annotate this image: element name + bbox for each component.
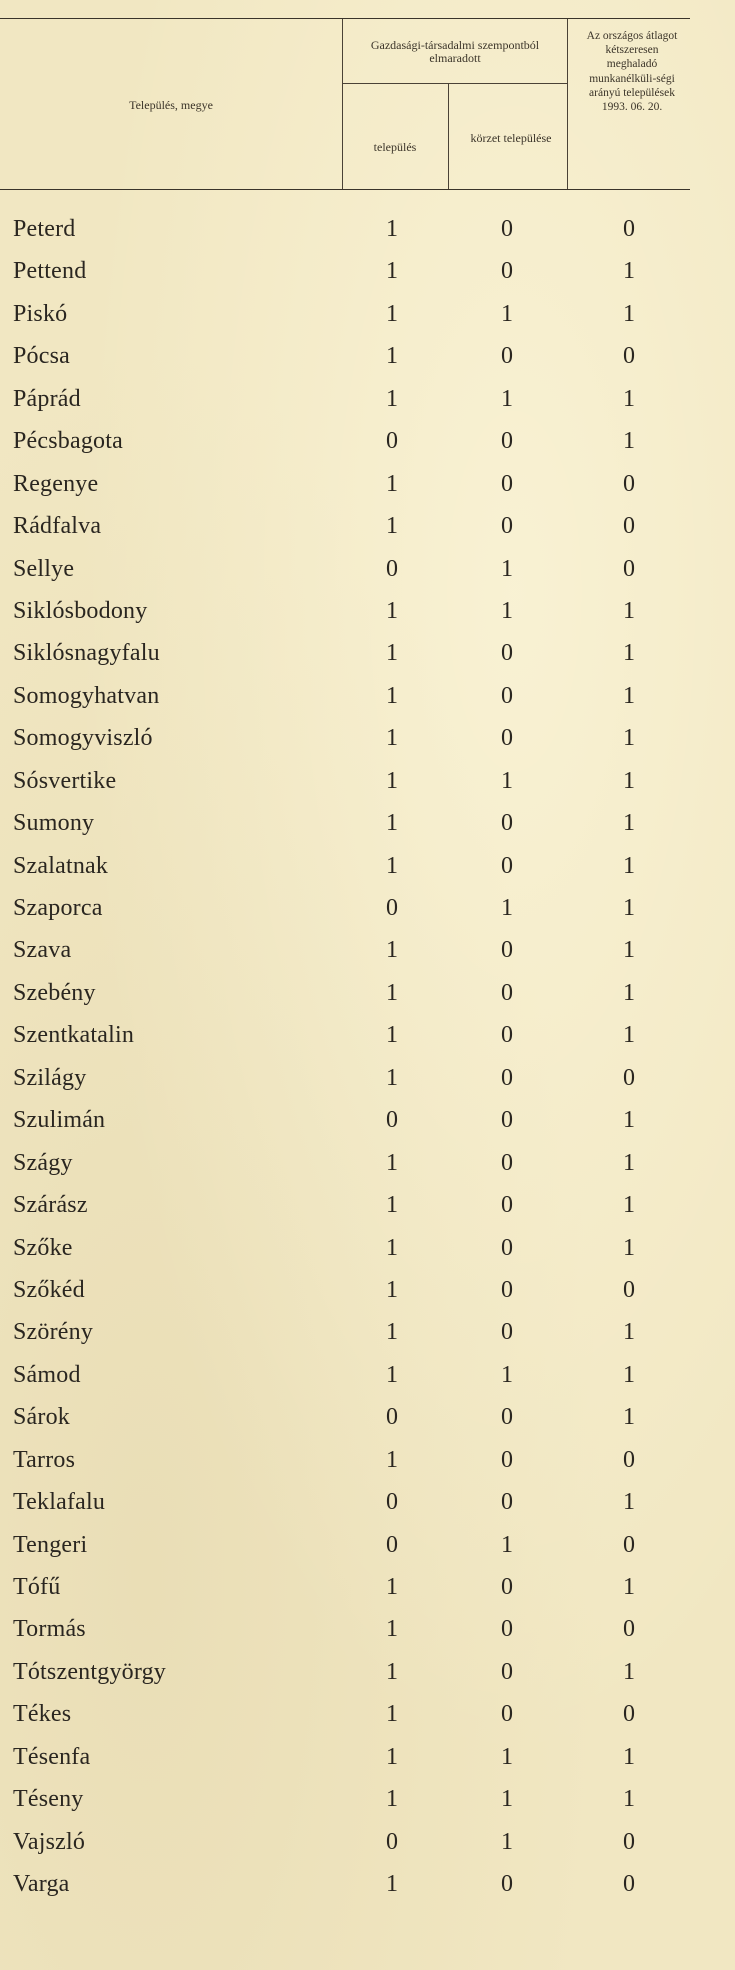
table-row <box>0 293 735 335</box>
underdeveloped-settlement-value: 1 <box>386 1149 398 1176</box>
settlement-name: Sumony <box>13 810 95 837</box>
table-row <box>0 1439 735 1481</box>
settlement-name: Szaporca <box>13 895 103 921</box>
table-row <box>0 1608 735 1650</box>
underdeveloped-district-value: 0 <box>501 1149 513 1176</box>
underdeveloped-district-value: 1 <box>501 1743 513 1770</box>
underdeveloped-district-value: 0 <box>501 1658 513 1685</box>
table-row <box>0 929 735 971</box>
table-row <box>0 802 735 844</box>
underdeveloped-settlement-value: 0 <box>386 895 398 921</box>
high-unemployment-value: 1 <box>623 1658 635 1685</box>
table-row <box>0 1142 735 1184</box>
high-unemployment-value: 1 <box>623 767 635 794</box>
table-header <box>0 18 690 190</box>
underdeveloped-district-value: 1 <box>501 1786 513 1813</box>
high-unemployment-value: 1 <box>623 1319 635 1346</box>
underdeveloped-settlement-value: 1 <box>386 1658 398 1685</box>
underdeveloped-settlement-value: 1 <box>386 1022 398 1049</box>
high-unemployment-value: 1 <box>623 1404 635 1431</box>
settlement-name: Tékes <box>13 1701 72 1728</box>
settlement-name: Szőkéd <box>13 1276 85 1303</box>
underdeveloped-district-value: 1 <box>501 555 513 582</box>
high-unemployment-value: 0 <box>623 1871 635 1898</box>
settlement-name: Sellye <box>13 555 75 582</box>
underdeveloped-settlement-value: 1 <box>386 1616 398 1643</box>
settlement-name: Szőke <box>13 1234 73 1261</box>
table-row <box>0 1863 735 1905</box>
settlement-name: Varga <box>13 1871 70 1898</box>
high-unemployment-value: 1 <box>623 725 635 752</box>
table-row <box>0 1057 735 1099</box>
table-row <box>0 1566 735 1608</box>
table-row <box>0 420 735 462</box>
underdeveloped-district-value: 0 <box>501 1404 513 1431</box>
underdeveloped-settlement-value: 1 <box>386 640 398 667</box>
settlement-name: Páprád <box>13 385 81 412</box>
header-subdivider <box>342 83 567 84</box>
high-unemployment-value: 1 <box>623 810 635 837</box>
underdeveloped-settlement-value: 1 <box>386 258 398 285</box>
settlement-name: Tótszentgyörgy <box>13 1658 166 1685</box>
settlement-name: Sósvertike <box>13 767 117 794</box>
table-row <box>0 1099 735 1141</box>
underdeveloped-settlement-value: 1 <box>386 300 398 327</box>
table-row <box>0 887 735 929</box>
settlement-name: Szentkatalin <box>13 1022 135 1049</box>
settlement-name: Szulimán <box>13 1107 106 1134</box>
underdeveloped-settlement-value: 1 <box>386 597 398 624</box>
high-unemployment-value: 0 <box>623 513 635 540</box>
high-unemployment-value: 0 <box>623 1531 635 1558</box>
underdeveloped-district-value: 1 <box>501 300 513 327</box>
underdeveloped-district-value: 0 <box>501 470 513 497</box>
high-unemployment-value: 1 <box>623 1574 635 1600</box>
underdeveloped-district-value: 0 <box>501 1446 513 1473</box>
high-unemployment-value: 1 <box>623 1489 635 1516</box>
table-row <box>0 1184 735 1226</box>
high-unemployment-value: 0 <box>623 1064 635 1091</box>
underdeveloped-district-value: 0 <box>501 513 513 540</box>
underdeveloped-settlement-value: 0 <box>386 1531 398 1558</box>
high-unemployment-value: 0 <box>623 470 635 497</box>
underdeveloped-settlement-value: 1 <box>386 1234 398 1261</box>
underdeveloped-settlement-value: 1 <box>386 343 398 370</box>
table-row <box>0 335 735 377</box>
underdeveloped-district-value: 0 <box>501 852 513 879</box>
underdeveloped-district-value: 0 <box>501 1192 513 1219</box>
underdeveloped-settlement-value: 1 <box>386 513 398 540</box>
underdeveloped-settlement-value: 1 <box>386 1064 398 1091</box>
underdeveloped-settlement-value: 1 <box>386 1276 398 1303</box>
underdeveloped-district-value: 0 <box>501 1234 513 1261</box>
underdeveloped-settlement-value: 1 <box>386 1446 398 1473</box>
underdeveloped-district-value: 0 <box>501 810 513 837</box>
underdeveloped-district-value: 1 <box>501 767 513 794</box>
table-row <box>0 1014 735 1056</box>
underdeveloped-district-value: 0 <box>501 1276 513 1303</box>
underdeveloped-settlement-value: 1 <box>386 1701 398 1728</box>
settlement-name: Tormás <box>13 1616 86 1643</box>
table-row <box>0 463 735 505</box>
table-row <box>0 1693 735 1735</box>
district-subcolumn-header: körzet települése <box>470 131 552 145</box>
underdeveloped-settlement-value: 0 <box>386 555 398 582</box>
underdeveloped-settlement-value: 1 <box>386 1743 398 1770</box>
underdeveloped-district-value: 0 <box>501 640 513 667</box>
high-unemployment-value: 1 <box>623 258 635 285</box>
high-unemployment-value: 1 <box>623 1022 635 1049</box>
underdeveloped-district-value: 1 <box>501 1828 513 1855</box>
underdeveloped-district-value: 0 <box>501 1319 513 1346</box>
underdeveloped-district-value: 0 <box>501 1022 513 1049</box>
underdeveloped-district-value: 0 <box>501 1701 513 1728</box>
underdeveloped-settlement-value: 1 <box>386 216 398 242</box>
high-unemployment-value: 0 <box>623 1276 635 1303</box>
underdeveloped-settlement-value: 1 <box>386 385 398 412</box>
high-unemployment-value: 1 <box>623 895 635 921</box>
settlement-name: Szilágy <box>13 1064 87 1091</box>
settlement-name: Szörény <box>13 1319 94 1346</box>
table-row <box>0 378 735 420</box>
underdeveloped-district-value: 1 <box>501 597 513 624</box>
underdeveloped-settlement-value: 1 <box>386 979 398 1006</box>
table-row <box>0 845 735 887</box>
table-row <box>0 208 735 250</box>
underdeveloped-district-value: 0 <box>501 1107 513 1134</box>
underdeveloped-district-value: 0 <box>501 1064 513 1091</box>
high-unemployment-value: 1 <box>623 597 635 624</box>
settlement-name: Pécsbagota <box>13 428 123 455</box>
table-row <box>0 1736 735 1778</box>
underdeveloped-settlement-value: 1 <box>386 810 398 837</box>
table-row <box>0 505 735 547</box>
underdeveloped-settlement-value: 0 <box>386 1404 398 1431</box>
high-unemployment-value: 1 <box>623 1234 635 1261</box>
settlement-name: Regenye <box>13 470 99 497</box>
settlement-name: Szárász <box>13 1192 88 1219</box>
high-unemployment-value: 0 <box>623 216 635 242</box>
underdeveloped-settlement-value: 1 <box>386 1871 398 1898</box>
table-row <box>0 1227 735 1269</box>
table-row <box>0 590 735 632</box>
settlement-name: Szebény <box>13 979 96 1006</box>
high-unemployment-value: 1 <box>623 937 635 964</box>
settlement-name: Siklósbodony <box>13 597 148 624</box>
settlement-name: Tófű <box>13 1574 61 1600</box>
settlement-name: Peterd <box>13 216 76 242</box>
high-unemployment-value: 0 <box>623 343 635 370</box>
underdeveloped-district-value: 0 <box>501 725 513 752</box>
underdeveloped-settlement-value: 0 <box>386 428 398 455</box>
table-row <box>0 1524 735 1566</box>
settlement-name: Rádfalva <box>13 513 102 540</box>
high-unemployment-value: 0 <box>623 1701 635 1728</box>
settlement-name: Sámod <box>13 1361 81 1388</box>
underdeveloped-district-value: 0 <box>501 428 513 455</box>
column-divider <box>448 83 449 189</box>
underdeveloped-group-header: Gazdasági-társadalmi szempontból elmaradott <box>370 38 540 65</box>
settlement-name: Szalatnak <box>13 852 109 879</box>
settlement-name: Sárok <box>13 1404 70 1431</box>
underdeveloped-settlement-value: 1 <box>386 1786 398 1813</box>
settlement-column-header: Település, megye <box>129 98 213 112</box>
settlement-name: Tésenfa <box>13 1743 91 1770</box>
table-row <box>0 1269 735 1311</box>
high-unemployment-value: 1 <box>623 1192 635 1219</box>
table-body <box>0 208 735 1906</box>
underdeveloped-settlement-value: 1 <box>386 1574 398 1600</box>
high-unemployment-value: 0 <box>623 1616 635 1643</box>
high-unemployment-value: 1 <box>623 979 635 1006</box>
table-row <box>0 972 735 1014</box>
table-row <box>0 1481 735 1523</box>
high-unemployment-value: 1 <box>623 1149 635 1176</box>
high-unemployment-value: 1 <box>623 682 635 709</box>
table-row <box>0 632 735 674</box>
settlement-name: Siklósnagyfalu <box>13 640 160 667</box>
table-row <box>0 717 735 759</box>
high-unemployment-value: 1 <box>623 1107 635 1134</box>
high-unemployment-value: 0 <box>623 1446 635 1473</box>
high-unemployment-value: 1 <box>623 1786 635 1813</box>
underdeveloped-settlement-value: 1 <box>386 470 398 497</box>
unemployment-column-header: Az országos átlagot kétszeresen meghaladó munkanélküli-ségi arányú települések 1993. 06. 20. <box>586 30 678 114</box>
settlement-name: Somogyhatvan <box>13 682 160 709</box>
high-unemployment-value: 1 <box>623 428 635 455</box>
underdeveloped-district-value: 0 <box>501 343 513 370</box>
underdeveloped-settlement-value: 0 <box>386 1828 398 1855</box>
underdeveloped-district-value: 0 <box>501 216 513 242</box>
table-row <box>0 1778 735 1820</box>
settlement-subcolumn-header: település <box>373 140 417 154</box>
table-row <box>0 250 735 292</box>
underdeveloped-settlement-value: 0 <box>386 1489 398 1516</box>
table-row <box>0 548 735 590</box>
table-row <box>0 1311 735 1353</box>
settlement-name: Pettend <box>13 258 87 285</box>
column-divider <box>342 19 343 189</box>
high-unemployment-value: 1 <box>623 852 635 879</box>
high-unemployment-value: 0 <box>623 1828 635 1855</box>
settlement-name: Szava <box>13 937 72 964</box>
settlement-name: Szágy <box>13 1149 73 1176</box>
underdeveloped-district-value: 1 <box>501 1361 513 1388</box>
table-row <box>0 1396 735 1438</box>
underdeveloped-district-value: 0 <box>501 1489 513 1516</box>
underdeveloped-district-value: 0 <box>501 682 513 709</box>
underdeveloped-district-value: 0 <box>501 258 513 285</box>
settlement-name: Vajszló <box>13 1828 86 1855</box>
settlement-name: Tengeri <box>13 1531 88 1558</box>
settlement-name: Somogyviszló <box>13 725 153 752</box>
settlement-name: Pócsa <box>13 343 70 370</box>
settlement-name: Teklafalu <box>13 1489 106 1516</box>
table-row <box>0 1821 735 1863</box>
high-unemployment-value: 1 <box>623 300 635 327</box>
underdeveloped-settlement-value: 0 <box>386 1107 398 1134</box>
underdeveloped-settlement-value: 1 <box>386 1192 398 1219</box>
underdeveloped-district-value: 1 <box>501 1531 513 1558</box>
underdeveloped-settlement-value: 1 <box>386 725 398 752</box>
underdeveloped-settlement-value: 1 <box>386 852 398 879</box>
settlement-name: Tarros <box>13 1446 76 1473</box>
column-divider <box>567 19 568 189</box>
high-unemployment-value: 1 <box>623 1743 635 1770</box>
high-unemployment-value: 0 <box>623 555 635 582</box>
underdeveloped-settlement-value: 1 <box>386 1361 398 1388</box>
underdeveloped-settlement-value: 1 <box>386 767 398 794</box>
settlement-name: Téseny <box>13 1786 84 1813</box>
underdeveloped-district-value: 0 <box>501 937 513 964</box>
settlement-name: Piskó <box>13 300 68 327</box>
table-row <box>0 760 735 802</box>
table-row <box>0 1354 735 1396</box>
underdeveloped-district-value: 0 <box>501 1574 513 1600</box>
underdeveloped-district-value: 1 <box>501 385 513 412</box>
high-unemployment-value: 1 <box>623 385 635 412</box>
underdeveloped-settlement-value: 1 <box>386 1319 398 1346</box>
table-row <box>0 675 735 717</box>
underdeveloped-settlement-value: 1 <box>386 937 398 964</box>
underdeveloped-settlement-value: 1 <box>386 682 398 709</box>
underdeveloped-district-value: 0 <box>501 979 513 1006</box>
underdeveloped-district-value: 0 <box>501 1871 513 1898</box>
high-unemployment-value: 1 <box>623 640 635 667</box>
underdeveloped-district-value: 1 <box>501 895 513 921</box>
table-row <box>0 1651 735 1693</box>
high-unemployment-value: 1 <box>623 1361 635 1388</box>
underdeveloped-district-value: 0 <box>501 1616 513 1643</box>
